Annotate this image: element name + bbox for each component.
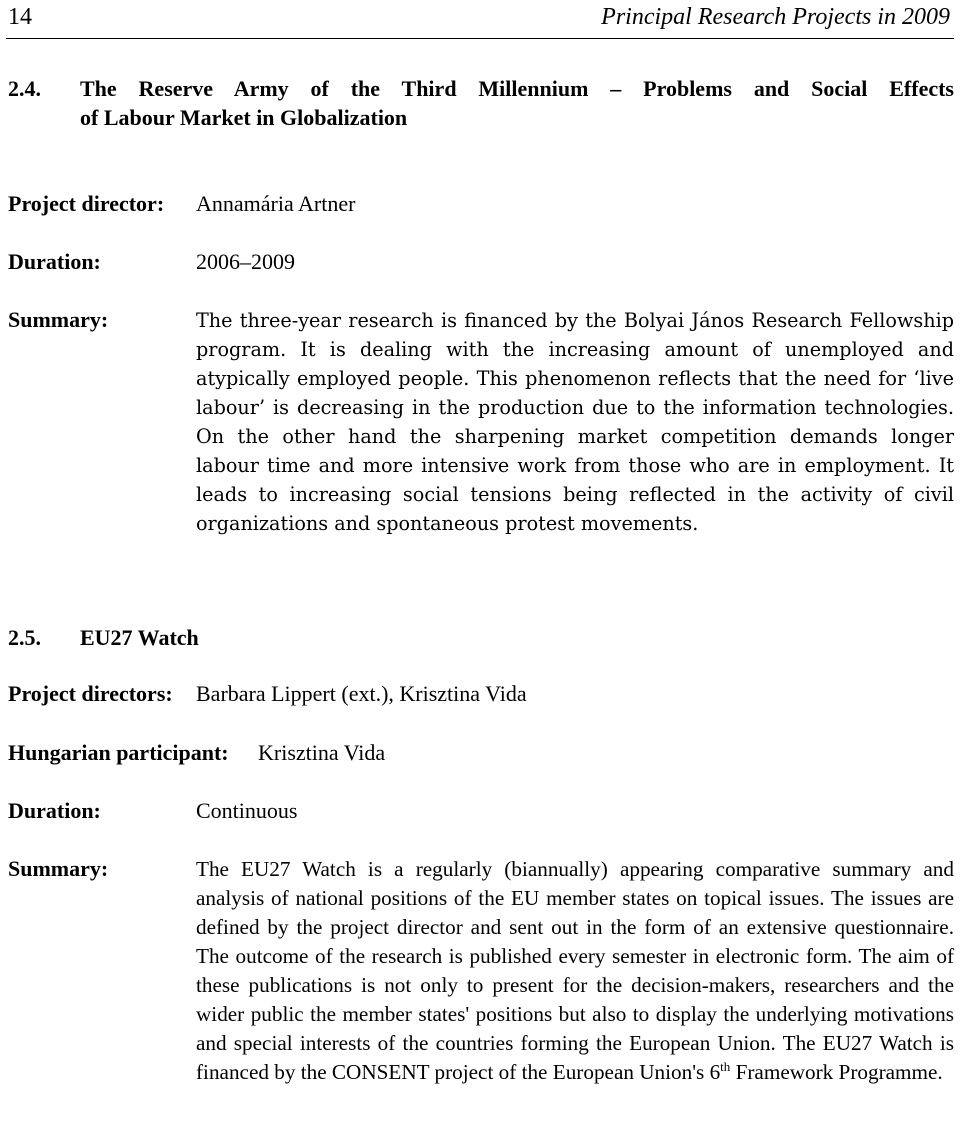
project-director-label: Project director: (8, 191, 165, 216)
duration-label: Duration: (8, 798, 101, 823)
section-2-5-title: EU27 Watch (80, 625, 199, 650)
project-director-value: Annamária Artner (196, 191, 356, 216)
summary-text (196, 855, 954, 1087)
section-2-4-number: 2.4. (8, 76, 41, 101)
ordinal-superscript: th (720, 1059, 731, 1074)
page-number: 14 (8, 4, 32, 30)
project-directors-label: Project directors: (8, 681, 173, 706)
duration-value: Continuous (196, 798, 298, 823)
section-2-4-title-line1: The Reserve Army of the Third Millennium – Problems and Social Effects (80, 76, 954, 101)
summary-label: Summary: (8, 307, 109, 332)
hungarian-participant-label: Hungarian participant: (8, 740, 229, 765)
summary-text: The three-year research is financed by the Bolyai János Research Fellowship program. It is dealing with the increasing amount of unemployed and atypically employed people. This phenomenon reflects that the need for ‘live labour’ is decreasing in the production due to the information technologies. On the other hand the sharpening market competition demands longer labour time and more intensive work from those who are in employment. It leads to increasing social tensions being reflected in the activity of civil organizations and spontaneous protest movements. (196, 309, 954, 535)
duration-value: 2006–2009 (196, 249, 295, 274)
running-title: Principal Research Projects in 2009 (601, 4, 950, 30)
hungarian-participant-value: Krisztina Vida (258, 740, 386, 765)
summary-label: Summary: (8, 856, 109, 881)
project-directors-value: Barbara Lippert (ext.), Krisztina Vida (196, 681, 527, 706)
page-header (6, 0, 954, 40)
header-rule (6, 38, 954, 39)
summary-tail: Framework Programme. (730, 1060, 943, 1084)
section-2-4-title-line2: of Labour Market in Globalization (80, 105, 408, 130)
summary-main: The EU27 Watch is a regularly (biannually) appearing comparative summary and analysis of national positions of the EU member states on topical issues. The issues are defined by the project director and sent out in the form of an extensive questionnaire. The outcome of the research is published every semester in electronic form. The aim of these publications is not only to present for the decision-makers, researchers and the wider public the member states' positions but also to display the underlying motivations and special interests of the countries forming the European Union. The EU27 Watch is financed by the CONSENT project of the European Union's 6 (196, 857, 954, 1084)
section-2-5-number: 2.5. (8, 625, 41, 650)
duration-label: Duration: (8, 249, 101, 274)
